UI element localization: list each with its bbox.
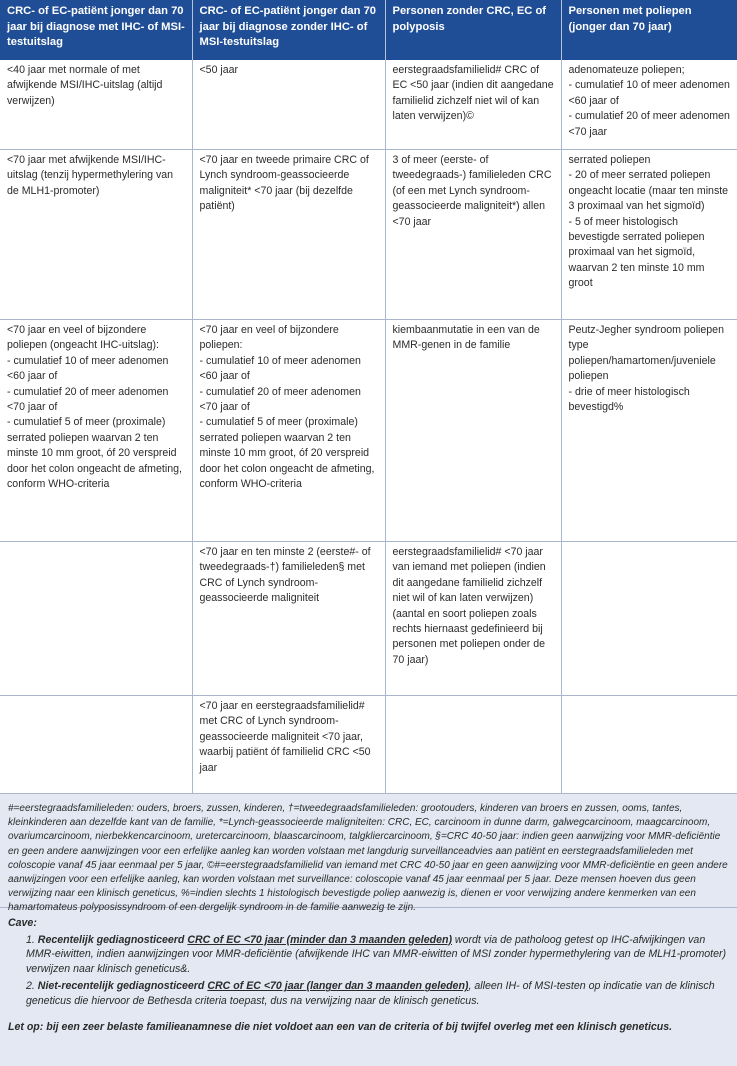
table-row (0, 60, 737, 150)
cave-list (8, 933, 729, 1009)
header-with-polyps: Personen met poliepen (jonger dan 70 jaar) (561, 0, 737, 60)
table-cell-empty (561, 542, 737, 696)
cave-item: 2. Niet-recentelijk gediagnosticeerd CRC of EC <70 jaar (langer dan 3 maanden geleden), alleen IH- of MSI-testen op indicatie van de klinisch geneticus die hiervoor de Bethesda criteria toepast, dus na verwijzing naar de klinisch geneticus. (26, 980, 715, 1007)
table-cell: <70 jaar met afwijkende MSI/IHC-uitslag (tenzij hypermethylering van de MLH1-promoter) (0, 150, 192, 320)
cave-heading: Cave: (8, 917, 37, 929)
table-header-row (0, 0, 737, 60)
table-cell: eerstegraadsfamilielid# CRC of EC <50 jaar (indien dit aangedane familielid zichzelf niet wil of kan laten verwijzen)© (385, 60, 561, 150)
table-cell: <40 jaar met normale of met afwijkende MSI/IHC-uitslag (altijd verwijzen) (0, 60, 192, 150)
table-cell: Peutz-Jegher syndroom poliepen type poliepen/hamartomen/juveniele poliepen - drie of meer histologisch bevestigd% (561, 320, 737, 542)
table-cell: adenomateuze poliepen; - cumulatief 10 of meer adenomen <60 jaar of - cumulatief 20 of meer adenomen <70 jaar (561, 60, 737, 150)
table-cell-empty (0, 696, 192, 794)
table-cell: <70 jaar en veel of bijzondere poliepen: - cumulatief 10 of meer adenomen <60 jaar of - cumulatief 20 of meer adenomen <70 jaar of - cumulatief 5 of meer (proximale) serrated poliepen waarvan 2 ten minste 10 mm groot, óf 20 verspreid door het colon ongeacht de afmeting, conform WHO-criteria (192, 320, 385, 542)
table-cell-empty (385, 696, 561, 794)
table-cell: <70 jaar en ten minste 2 (eerste#- of tweedegraads-†) familieleden§ met CRC of Lynch syndroom-geassocieerde maligniteit (192, 542, 385, 696)
table-cell: <70 jaar en eerstegraadsfamilielid# met CRC of Lynch syndroom-geassocieerde maligniteit <70 jaar, waarbij patiënt óf familielid CRC <50 jaar (192, 696, 385, 794)
table-row (0, 696, 737, 794)
table-cell-empty (561, 696, 737, 794)
table-cell: eerstegraadsfamilielid# <70 jaar van iemand met poliepen (indien dit aangedane familielid zichzelf niet wil of kan laten verwijzen) (aantal en soort poliepen zoals rechts hiernaast gedefinieerd bij personen met poliepen onder de 70 jaar) (385, 542, 561, 696)
consult-notice: Let op: bij een zeer belaste familieanamnese die niet voldoet aan een van de criteria of bij twijfel overleg met een klinisch geneticus. (8, 1020, 673, 1033)
table-cell: kiembaanmutatie in een van de MMR-genen in de familie (385, 320, 561, 542)
table-cell-empty (0, 542, 192, 696)
header-crc-ec-without-test: CRC- of EC-patiënt jonger dan 70 jaar bij diagnose zonder IHC- of MSI-testuitslag (192, 0, 385, 60)
table-cell: <70 jaar en tweede primaire CRC of Lynch syndroom-geassocieerde maligniteit* <70 jaar (bij dezelfde patiënt) (192, 150, 385, 320)
table-cell: serrated poliepen - 20 of meer serrated poliepen ongeacht locatie (maar ten minste 3 proximaal van het sigmoïd) - 5 of meer histologisch bevestigde serrated poliepen proximaal van het sigmoïd, waarvan 2 ten minste 10 mm groot (561, 150, 737, 320)
table-cell: <70 jaar en veel of bijzondere poliepen (ongeacht IHC-uitslag): - cumulatief 10 of meer adenomen <60 jaar of - cumulatief 20 of meer adenomen <70 jaar of - cumulatief 5 of meer (proximale) serrated poliepen waarvan 2 ten minste 10 mm groot, óf 20 verspreid door het colon ongeacht de afmeting, conform WHO-criteria (0, 320, 192, 542)
footnote-legend: #=eerstegraadsfamilieleden: ouders, broers, zussen, kinderen, †=tweedegraadsfamilieleden: grootouders, kinderen van broers en zussen, ooms, tantes, kleinkinderen aan dezelfde kant van de familie, *=Lynch-geassocieerde maligniteiten: CRC, EC, carcinoom in dunne darm, galwegcarcinoom, maagcarcinoom, ovariumcarcinoom, nierbekkencarcinoom, uretercarcinoom, blaascarcinoom, talgkliercarcinoom, §=CRC 40-50 jaar: indien geen aanwijzing voor MMR-deficiëntie en geen andere aanwijzingen voor een erfelijke aanleg kan worden volstaan met langdurig surveillanceadvies aan patiënt en eerstegraadsfamilieleden met coloscopie vanaf 45 jaar eenmaal per 5 jaar, ©#=eerstegraadsfamilielid van iemand met CRC 40-50 jaar en geen aanwijzing voor MMR-deficiëntie en geen andere aanwijzingen voor een erfelijke aanleg, kan worden volstaan met surveillance: coloscopie vanaf 45 jaar eenmaal per 5 jaar. Deze mensen hoeven dus geen verwijzing naar een klinisch geneticus, %=indien slechts 1 histologisch bevestigde poliep aanwezig is, dienen er voor verwijzing andere kenmerken van een hamartomateus polyposissyndroom of een dergelijk syndroom in de familie aanwezig te zijn. (0, 794, 737, 908)
table-row (0, 320, 737, 542)
table-row (0, 542, 737, 696)
table-cell: <50 jaar (192, 60, 385, 150)
header-no-crc-ec-polyposis: Personen zonder CRC, EC of polyposis (385, 0, 561, 60)
cave-item: 1. Recentelijk gediagnosticeerd CRC of EC <70 jaar (minder dan 3 maanden geleden) wordt via de patholoog getest op IHC-afwijkingen van MMR-eiwitten, indien aanwijzingen voor MMR-deficiëntie (afwijkende IHC van MMR-eiwitten of MSI zonder hypermethylering van de MLH1-promoter) verwijzen naar klinisch geneticus&. (26, 933, 727, 975)
cave-section (0, 908, 737, 1009)
table-row (0, 150, 737, 320)
table-cell: 3 of meer (eerste- of tweedegraads-) familieleden CRC (of een met Lynch syndroom-geassocieerde maligniteit*) allen <70 jaar (385, 150, 561, 320)
header-crc-ec-with-test: CRC- of EC-patiënt jonger dan 70 jaar bij diagnose met IHC- of MSI-testuitslag (0, 0, 192, 60)
